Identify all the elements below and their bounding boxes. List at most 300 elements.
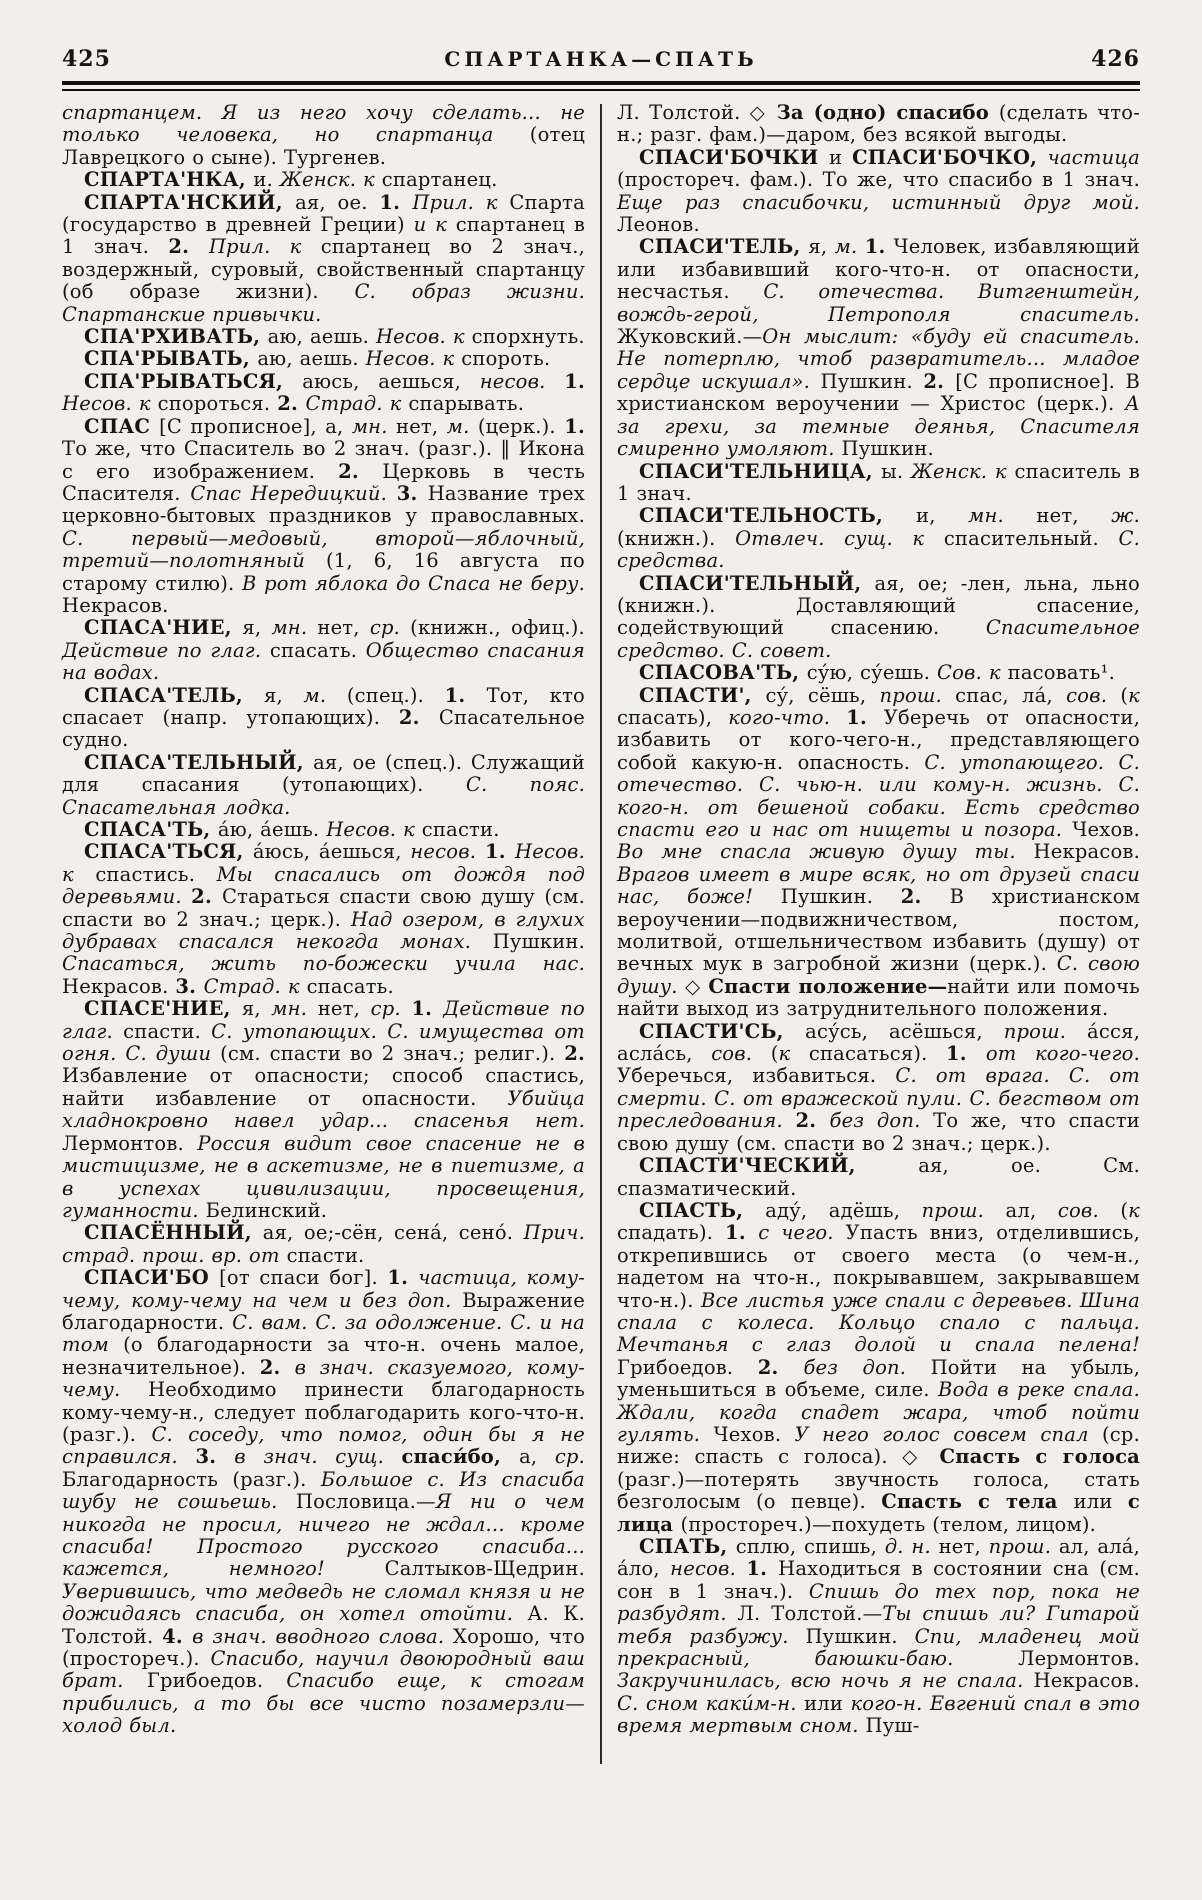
text-run: м. — [834, 235, 865, 259]
text-run: прош. — [1003, 1019, 1088, 1043]
headword: СПАС — [84, 414, 160, 438]
text-run: сов. — [1066, 683, 1121, 707]
text-run: спаси́бо, — [401, 1445, 520, 1469]
text-run: Некрасов. — [1033, 1669, 1140, 1693]
text-run: несов. — [670, 1557, 747, 1581]
text-run: 1. — [379, 190, 413, 214]
text-run: ая, ое; -лен, льна, льно (книжн.). Доставляющий спасение, содействующий спасению. — [617, 571, 1140, 640]
text-run: ая, ое;-сён, сена́, сено́. — [262, 1221, 524, 1245]
text-run: С. первый—медовый, второй—яблочный, третий—полотняный — [62, 526, 585, 573]
running-head: СПАРТАНКА—СПАТЬ — [444, 47, 758, 71]
text-run: С. утопающих. С. имущества от огня. С. души — [62, 1019, 586, 1066]
text-run: Л. Толстой. ◇ — [617, 101, 777, 124]
text-run: С. средства. — [617, 526, 1140, 573]
text-run: Большое с. Из спасиба шубу не сошьешь. — [62, 1467, 586, 1514]
headword: СПАСИ'БО — [84, 1266, 220, 1290]
headword: СПАСЁННЫЙ, — [84, 1221, 263, 1245]
text-run: Необходимо принести благодарность кому-чему-н., следует поблагодарить кого-что-н. (разг.). — [62, 1378, 586, 1446]
text-run: Лермонтов. — [1018, 1647, 1140, 1671]
text-run: и к — [413, 213, 456, 237]
text-run: Спасибо еще, к стогам прибились, а то бы все чисто позамерзли—холод был. — [62, 1669, 586, 1738]
text-run: Спишь до тех пор, пока не разбудят. — [617, 1579, 1140, 1626]
text-run: мн. — [351, 414, 396, 438]
text-run: нет, — [938, 1535, 989, 1558]
text-run: нет, — [1036, 504, 1112, 528]
text-run: (сделать что-н.; разг. фам.)—даром, без всякой выгоды. — [617, 101, 1141, 147]
text-run: Некрасов. — [1033, 840, 1140, 864]
text-run: Пушкин. — [492, 930, 585, 954]
text-run: 2. — [923, 369, 956, 393]
text-run: ая, ое (спец.). Служащий для спасания (утопающих). — [62, 750, 585, 797]
dictionary-entry — [617, 1021, 1140, 1155]
text-run: Я ни о чем никогда не просил, ничего не ждал... кроме спасиба! Простого русского спасиба... кажется, немного! — [62, 1490, 585, 1581]
text-run: Благодарность (разг.). — [62, 1467, 321, 1491]
text-run: спасти. — [421, 818, 500, 841]
text-run: Человек, избавляющий или избавивший кого-что-н. от опасности, несчастья. — [617, 235, 1141, 304]
text-run: ая, ое. См. спазматический. — [617, 1154, 1140, 1200]
dictionary-entry — [62, 192, 585, 326]
page-number-right: 426 — [1091, 46, 1140, 72]
text-run: ая, ое. — [295, 190, 380, 214]
text-run: Лермонтов. — [62, 1131, 198, 1155]
text-run: 3. — [195, 1445, 235, 1469]
text-run: ( — [1120, 1198, 1129, 1222]
text-run: я, — [242, 616, 272, 640]
text-run: спороться. — [157, 392, 278, 416]
text-run: А. К. Толстой. — [62, 1602, 585, 1648]
text-run: Он мыслит: «буду ей спаситель. Не потерплю, чтоб развратитель... младое сердце искушал». — [617, 325, 1140, 393]
text-run: Несов. к — [326, 818, 422, 841]
text-run: 2. — [277, 392, 306, 416]
dictionary-entry — [62, 1267, 585, 1738]
text-run: В христианском вероучении—подвижничеством, постом, молитвой, отшельничеством избавить (душу) от вечных мук в загробной жизни (церк.). — [617, 885, 1141, 976]
text-run: 1. — [411, 997, 444, 1021]
text-run: спасаться). — [808, 1042, 947, 1066]
text-run: спадать). — [617, 1221, 726, 1245]
text-run: Избавление от опасности; способ спастись, найти избавление от опасности. — [62, 1064, 585, 1110]
text-run: спасти. — [123, 1019, 212, 1043]
text-run: (книжн., офиц.). — [410, 616, 585, 640]
text-run: в знач. вводного слова. — [192, 1624, 453, 1648]
text-run: А за грехи, за темные деянья, Спасителя смиренно умоляют. — [617, 392, 1140, 461]
headword: СПА'РЫВАТЬСЯ, — [84, 369, 303, 393]
text-run: (ср. ниже: спасть с голоса). ◇ — [617, 1422, 1140, 1469]
text-run: спасать), — [617, 705, 729, 729]
text-run: С. вам. С. за одолжение. С. и на том — [62, 1310, 585, 1357]
text-run: Находиться в состоянии сна (см. сон в 1 знач.). — [617, 1557, 1141, 1603]
dictionary-entry — [617, 102, 1140, 147]
text-run: ◇ — [685, 974, 709, 998]
text-run: спартанец. — [381, 168, 498, 192]
page-header — [62, 46, 1140, 72]
text-run: Над озером, в глухих дубравах спасался некогда монах. — [62, 907, 585, 954]
text-run: Закручинилась, всю ночь я не спала. — [617, 1669, 1034, 1693]
text-run: Чехов. — [1072, 818, 1140, 841]
column-left — [62, 102, 585, 1738]
headword: СПАРТА'НСКИЙ, — [84, 190, 296, 214]
text-run: 2. — [338, 459, 383, 483]
text-run: Прич. страд. прош. вр. от — [62, 1221, 585, 1267]
text-run: 4. — [162, 1624, 193, 1648]
text-run: СПАСИ'БОЧКО, — [852, 145, 1048, 169]
text-run: от кого-чего. — [985, 1042, 1140, 1066]
text-run: спороть. — [461, 347, 551, 371]
text-run: 2. — [795, 1109, 830, 1133]
text-run: Название трех церковно-бытовых праздников у православных. — [62, 481, 585, 528]
text-run: без доп. — [829, 1109, 934, 1133]
headword: СПАСЕ'НИЕ, — [84, 997, 242, 1021]
text-run: спартанец в 1 знач. — [62, 213, 585, 259]
text-run: спасать. — [269, 638, 366, 662]
text-run: С. образ жизни. Спартанские привычки. — [62, 280, 585, 326]
text-run: Несов. к — [365, 347, 462, 371]
text-run: 2. — [398, 705, 439, 729]
text-run: Хорошо, что (простореч.). — [62, 1624, 586, 1671]
dictionary-entry — [62, 685, 585, 752]
text-run: Спас Нередицкий. — [190, 481, 397, 505]
text-run: Действие по глаг. — [62, 638, 270, 662]
dictionary-entry — [62, 371, 585, 416]
text-run: спорхнуть. — [471, 325, 585, 349]
text-run: Белинский. — [205, 1198, 328, 1222]
dictionary-entry — [617, 1200, 1140, 1536]
text-run: спарывать. — [408, 392, 525, 416]
text-run: спас, ла́, — [955, 683, 1067, 707]
text-columns — [62, 102, 1140, 1738]
dictionary-entry — [617, 1536, 1140, 1738]
text-run: 1. — [564, 414, 585, 438]
text-run: найти или помочь найти выход из затруднительного положения. — [617, 974, 1140, 1021]
text-run: В рот яблока до Спаса не беру. — [242, 571, 586, 595]
dictionary-entry — [62, 102, 585, 169]
dictionary-entry — [617, 662, 1140, 684]
dictionary-entry — [62, 1222, 585, 1267]
text-run: или — [1073, 1490, 1128, 1514]
text-run: несов. — [479, 369, 565, 393]
dictionary-entry — [617, 505, 1140, 572]
headword: СПАСИ'БОЧКИ — [639, 145, 829, 169]
text-run: Чехов. — [713, 1422, 795, 1446]
text-run: Упасть вниз, отделившись, открепившись от своего места (о чем-н., надетом на что-н., покрывавшем, закрывавшем что-н.). — [617, 1221, 1140, 1312]
text-run: Стараться спасти свою душу (см. спасти во 2 знач.; церк.). — [62, 885, 586, 931]
text-run: сов. — [711, 1042, 771, 1066]
text-run: Страд. к — [305, 392, 409, 416]
text-run: Леонов. — [617, 213, 700, 237]
text-run: и. — [253, 168, 280, 192]
text-run: несов. — [410, 840, 485, 864]
text-run: Врагов имеет в мире всяк, но от друзей спаси нас, боже! — [617, 862, 1140, 909]
headword: СПАСА'ТЬСЯ, — [84, 840, 253, 864]
text-run: мн. — [968, 504, 1037, 528]
text-run: Действие по глаг. — [62, 997, 585, 1043]
text-run: Пушкин. — [780, 885, 901, 909]
text-run: Ты спишь ли? Гитарой тебя разбужу. — [617, 1602, 1140, 1648]
text-run: С. сном каки́м-н. — [617, 1691, 805, 1715]
text-run: Пуш- — [865, 1714, 920, 1738]
dictionary-entry — [62, 326, 585, 348]
text-run: С. от врага. С. от смерти. С. от вражеской пули. С. бегством от преследования. — [617, 1064, 1141, 1133]
text-run: Убийца хладнокровно навел удар... спасенья нет. — [62, 1086, 585, 1133]
text-run: кого-что. — [728, 705, 847, 729]
text-run: м. — [446, 414, 478, 438]
headword: СПАСТИ', — [639, 683, 766, 707]
text-run: С. соседу, что помог, один бы я не справился. — [62, 1422, 585, 1469]
dictionary-entry — [62, 819, 585, 841]
text-run: Еще раз спасибочки, истинный друг мой. — [617, 190, 1140, 214]
text-run: Уберечь от опасности, избавить от кого-чего-н., представляющего собой какую-н. опасность. — [617, 705, 1141, 774]
headword: СПАТЬ, — [639, 1535, 736, 1558]
text-run: м. — [303, 683, 347, 707]
headword: СПАРТА'НКА, — [84, 168, 254, 192]
text-run: аду́, адёшь, — [765, 1198, 922, 1222]
dictionary-entry — [62, 841, 585, 998]
text-run: су́ю, су́ешь. — [806, 661, 937, 685]
text-run: ( — [1120, 683, 1129, 707]
text-run: За (одно) спасибо — [776, 101, 999, 124]
text-run: частица, кому-чему, кому-чему на чем и без доп. — [62, 1266, 586, 1312]
dictionary-entry — [62, 752, 585, 819]
text-run: спастись. — [95, 862, 217, 886]
text-run: У него голос совсем спал — [794, 1422, 1102, 1446]
headword: СПАСА'НИЕ, — [84, 616, 243, 640]
text-run: С. отечества. Витгенштейн, вождь-герой, Петрополя спаситель. — [617, 280, 1140, 326]
text-run: я, — [264, 683, 304, 707]
text-run: Выражение благодарности. — [62, 1288, 585, 1334]
text-run: Общество спасания на водах. — [62, 638, 585, 685]
text-run: а́сся, асла́сь, — [617, 1019, 1141, 1066]
text-run: Несов. к — [62, 840, 585, 886]
text-run: д. н. — [884, 1535, 939, 1558]
text-run: Спасательное судно. — [62, 705, 586, 752]
text-run: аю, аешь. — [267, 325, 376, 349]
text-run: 1. — [387, 1266, 419, 1290]
text-run: аюсь, аешься, — [302, 369, 480, 393]
text-run: Спасть с тела — [881, 1490, 1074, 1514]
text-run: а́ю, а́ешь. — [217, 818, 327, 841]
text-run: Тот, кто спасает (напр. утопающих). — [62, 683, 585, 729]
text-run: Женск. к — [279, 168, 382, 192]
text-run: (разг.)—потерять звучность голоса, стать безголосым (о певце). — [617, 1467, 1140, 1514]
headword: СПАСИ'ТЕЛЬНЫЙ, — [639, 571, 875, 595]
text-run: Некрасов. — [62, 974, 176, 998]
dictionary-entry — [62, 169, 585, 191]
text-run: 2. — [900, 885, 950, 909]
text-run: ср. — [370, 997, 412, 1021]
text-run: 1. — [564, 369, 585, 393]
dictionary-entry — [62, 998, 585, 1222]
text-run: Несов. к — [62, 392, 158, 416]
text-run: ы. — [881, 459, 911, 483]
text-run: Мы спасались от дождя под деревьями. — [62, 862, 586, 909]
text-run: спасать. — [306, 974, 394, 998]
text-run: 2. — [564, 1042, 586, 1066]
text-run: (см. спасти во 2 знач.; религ.). — [220, 1042, 565, 1066]
text-run: 3. — [175, 974, 204, 998]
text-run: Спасаться, жить по-божески учила нас. — [62, 952, 585, 976]
text-run: частица — [1047, 145, 1140, 169]
text-run: ср. — [554, 1445, 586, 1469]
dictionary-entry — [62, 348, 585, 370]
text-run: су́, сёшь, — [765, 683, 880, 707]
column-divider — [600, 104, 602, 1764]
headword: СПАСТИ'ЧЕСКИЙ, — [639, 1154, 919, 1178]
text-run: спаситель в 1 знач. — [617, 459, 1140, 505]
text-run: Грибоедов. — [617, 1355, 758, 1379]
text-run: Спасти положение— — [708, 974, 948, 998]
text-run: и, — [916, 504, 969, 528]
header-rule — [62, 81, 1140, 91]
text-run: [от спаси бог]. — [219, 1266, 388, 1290]
text-run: кого-н. Евгений спал в это время мертвым сном. — [617, 1691, 1141, 1738]
text-run: (простореч. фам.). То же, что спасибо в 1 знач. — [617, 168, 1140, 192]
text-run: 1. — [864, 235, 894, 259]
headword: СПАСА'ТЕЛЬ, — [84, 683, 265, 707]
text-run: ср. — [369, 616, 411, 640]
text-run: [С прописное]. В христианском вероучении — Христос (церк.). — [617, 369, 1141, 416]
text-run: ж. — [1111, 504, 1140, 528]
text-run: и — [829, 145, 853, 169]
text-run: пасовать¹. — [1007, 661, 1115, 685]
text-run: мн. — [271, 616, 318, 640]
dictionary-entry — [617, 685, 1140, 1021]
headword: СПАСА'ТЬ, — [84, 818, 218, 841]
headword: СПА'РЫВАТЬ, — [84, 347, 258, 371]
text-run: Грибоедов. — [146, 1669, 287, 1693]
text-run: Уберечься, избавиться. — [617, 1064, 896, 1088]
headword: СПАСТИ'СЬ, — [639, 1019, 806, 1043]
page-number-left: 425 — [62, 46, 111, 72]
text-run: (1, 6, 16 августа по старому стилю). — [62, 549, 585, 595]
text-run: или — [804, 1691, 851, 1715]
text-run: 1. — [946, 1042, 986, 1066]
text-run: Все листья уже спали с деревьев. Шина спала с колеса. Кольцо спало с пальца. Мечтанья с глаз долой и спала пелена! — [617, 1288, 1141, 1357]
text-run: (церк.). — [477, 414, 565, 438]
headword: СПАСИ'ТЕЛЬ, — [639, 235, 809, 259]
text-run: То же, что спасти свою душу (см. спасти во 2 знач.; церк.). — [617, 1109, 1140, 1155]
text-run: нет, — [317, 616, 370, 640]
text-run: а́юсь, а́ешься, — [252, 840, 411, 864]
text-run: в знач. сущ. — [234, 1445, 402, 1469]
text-run: (книжн.). — [617, 526, 736, 550]
text-run: сов. — [1057, 1198, 1121, 1222]
text-run: прош. — [921, 1198, 1006, 1222]
text-run: к — [778, 1042, 809, 1066]
headword: СПАСИ'ТЕЛЬНОСТЬ, — [639, 504, 917, 528]
headword: СПАСИ'ТЕЛЬНИЦА, — [639, 459, 882, 483]
text-run: ( — [770, 1042, 779, 1066]
text-run: 1. — [746, 1557, 779, 1581]
text-run: 2. — [191, 885, 222, 909]
text-run: Спарта (государство в древней Греции) — [62, 190, 585, 237]
dictionary-entry — [617, 461, 1140, 506]
text-run: Пушкин. — [820, 369, 924, 393]
dictionary-entry — [617, 1155, 1140, 1200]
text-run: к — [1128, 683, 1140, 707]
text-run: а, — [519, 1445, 555, 1469]
text-run: прош. — [988, 1535, 1059, 1558]
text-run: 1. — [846, 705, 884, 729]
dictionary-entry — [617, 573, 1140, 663]
text-run: С. свою душу. — [617, 952, 1140, 998]
text-run: С. пояс. Спасательная лодка. — [62, 773, 586, 819]
text-run: ал, — [1005, 1198, 1058, 1222]
text-run: спасительный. — [943, 526, 1119, 550]
text-run: я, — [241, 997, 272, 1021]
text-run: Некрасов. — [62, 593, 169, 617]
text-run: Пословица.— — [295, 1490, 436, 1514]
text-run: Отвлеч. сущ. к — [735, 526, 944, 550]
column-right — [617, 102, 1140, 1738]
text-run: с чего. — [758, 1221, 846, 1245]
text-run: 1. — [484, 840, 516, 864]
text-run: в знач. сказуемого, кому-чему. — [62, 1355, 585, 1402]
text-run: (спец.). — [346, 683, 445, 707]
text-run: прош. — [879, 683, 956, 707]
text-run: Сов. к — [937, 661, 1008, 685]
text-run: спасти. — [286, 1243, 365, 1267]
text-run: То же, что Спаситель во 2 знач. (разг.). ‖ Икона с его изображением. — [62, 437, 585, 483]
text-run: Пушкин. — [841, 437, 934, 461]
text-run: [С прописное], а, — [159, 414, 352, 438]
text-run: Спасибо, научил двоюродный ваш брат. — [62, 1647, 585, 1693]
text-run: мн. — [271, 997, 318, 1021]
text-run: С. утопающего. С. отечество. С. чью-н. или кому-н. жизнь. С. кого-н. от бешеной собаки. Есть средство спасти его и нас от нищеты и позора. — [617, 750, 1141, 841]
text-run: (о благодарности за что-н. очень малое, незначительное). — [62, 1333, 585, 1379]
text-run: с лица — [617, 1490, 1140, 1536]
text-run: Спасительное средство. С. совет. — [617, 616, 1140, 662]
text-run: 2. — [259, 1355, 295, 1379]
dictionary-entry — [617, 236, 1140, 460]
text-run: аю, аешь. — [257, 347, 366, 371]
text-run: я, — [808, 235, 835, 259]
dictionary-entry — [62, 617, 585, 684]
text-run: сплю, спишь, — [735, 1535, 885, 1558]
headword: СПАСОВА'ТЬ, — [639, 661, 807, 685]
text-run: Несов. к — [375, 325, 472, 349]
dictionary-entry — [62, 416, 585, 618]
text-run: Россия видит свое спасение не в мистицизме, не в аскетизме, не в пиетизме, а в успехах цивилизации, просвещения, гуманности. — [62, 1131, 585, 1222]
text-run: асу́сь, асёшься, — [805, 1019, 1004, 1043]
dictionary-entry — [617, 147, 1140, 237]
text-run: Спи, младенец мой прекрасный, баюшки-баю. — [617, 1624, 1140, 1671]
text-run: Пойти на убыль, уменьшиться в объеме, силе. — [617, 1355, 1141, 1402]
text-run: спартанцем. Я из него хочу сделать... не только человека, но спартанца — [62, 101, 585, 147]
text-run: ал, ала́, а́ло, — [617, 1535, 1140, 1581]
text-run: Церковь в честь Спасителя. — [62, 459, 586, 505]
text-run: без доп. — [803, 1355, 931, 1379]
text-run: (отец Лаврецкого о сыне). Тургенев. — [62, 123, 585, 169]
text-run: Прил. к — [412, 190, 510, 214]
text-run: 2. — [168, 235, 209, 259]
text-run: Жуковский.— — [617, 325, 763, 349]
text-run: к — [1128, 1198, 1140, 1222]
text-run: нет, — [317, 997, 371, 1021]
text-run: (простореч.)—похудеть (телом, лицом). — [680, 1512, 1097, 1536]
text-run: Женск. к — [910, 459, 1015, 483]
text-run: Вода в реке спала. Ждали, когда спадет жара, чтоб пойти гулять. — [617, 1378, 1141, 1446]
text-run: нет, — [396, 414, 447, 438]
text-run: Прил. к — [208, 235, 321, 259]
text-run: Страд. к — [203, 974, 307, 998]
headword: СПА'РХИВАТЬ, — [84, 325, 268, 349]
text-run: Уверившись, что медведь не сломал князя и не дожидаясь спасиба, он хотел отойти. — [62, 1579, 585, 1626]
text-run: спартанец во 2 знач., воздержный, суровый, свойственный спартанцу (об образе жизни). — [62, 235, 586, 304]
text-run: 2. — [757, 1355, 804, 1379]
text-run: 3. — [396, 481, 428, 505]
text-run: Пушкин. — [805, 1624, 915, 1648]
text-run: Во мне спасла живую душу ты. — [617, 840, 1034, 864]
headword: СПАСА'ТЕЛЬНЫЙ, — [84, 750, 314, 774]
